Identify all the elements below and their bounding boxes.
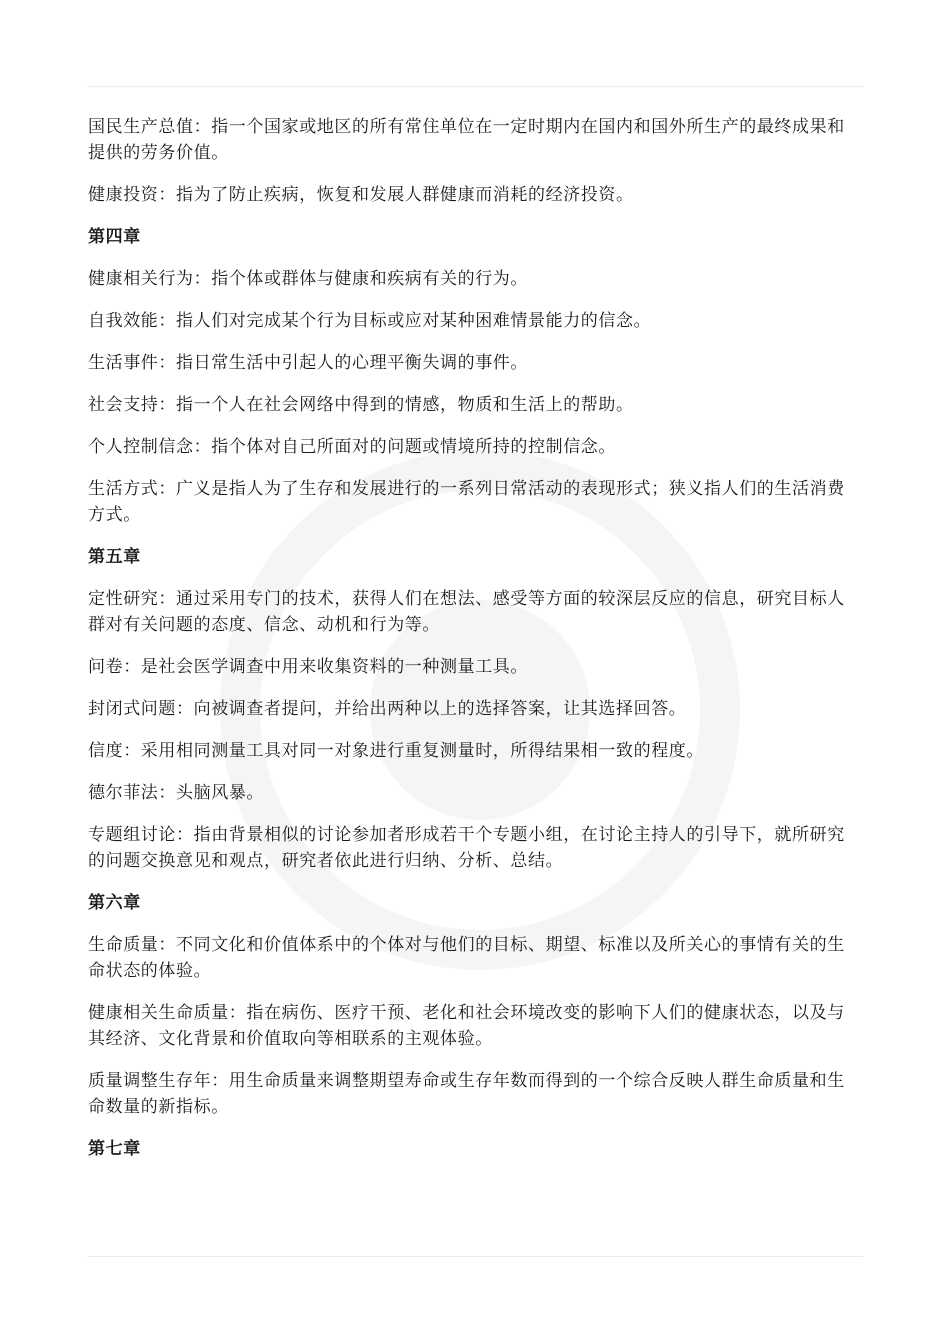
definition-closed-question: 封闭式问题：向被调查者提问，并给出两种以上的选择答案，让其选择回答。 xyxy=(88,699,687,719)
page-top-rule xyxy=(87,86,863,87)
definition-health-related-behavior: 健康相关行为：指个体或群体与健康和疾病有关的行为。 xyxy=(88,269,528,289)
document-body xyxy=(88,114,860,1178)
chapter-heading-6: 第六章 xyxy=(88,893,141,913)
definition-gnp: 国民生产总值：指一个国家或地区的所有常住单位在一定时期内在国内和国外所生产的最终成果和提供的劳务价值。 xyxy=(88,117,845,163)
definition-health-investment: 健康投资：指为了防止疾病，恢复和发展人群健康而消耗的经济投资。 xyxy=(88,185,634,205)
definition-life-events: 生活事件：指日常生活中引起人的心理平衡失调的事件。 xyxy=(88,353,528,373)
definition-reliability: 信度：采用相同测量工具对同一对象进行重复测量时，所得结果相一致的程度。 xyxy=(88,741,704,761)
definition-hrqol: 健康相关生命质量：指在病伤、医疗干预、老化和社会环境改变的影响下人们的健康状态，以及与其经济、文化背景和价值取向等相联系的主观体验。 xyxy=(88,1003,845,1049)
definition-qualitative-research: 定性研究：通过采用专门的技术，获得人们在想法、感受等方面的较深层反应的信息，研究目标人群对有关问题的态度、信念、动机和行为等。 xyxy=(88,589,845,635)
chapter-heading-7: 第七章 xyxy=(88,1139,141,1159)
definition-self-efficacy: 自我效能：指人们对完成某个行为目标或应对某种困难情景能力的信念。 xyxy=(88,311,652,331)
definition-lifestyle: 生活方式：广义是指人为了生存和发展进行的一系列日常活动的表现形式；狭义指人们的生活消费方式。 xyxy=(88,479,845,525)
definition-quality-of-life: 生命质量：不同文化和价值体系中的个体对与他们的目标、期望、标准以及所关心的事情有关的生命状态的体验。 xyxy=(88,935,845,981)
chapter-heading-5: 第五章 xyxy=(88,547,141,567)
definition-qaly: 质量调整生存年：用生命质量来调整期望寿命或生存年数而得到的一个综合反映人群生命质量和生命数量的新指标。 xyxy=(88,1071,845,1117)
definition-delphi-method: 德尔菲法：头脑风暴。 xyxy=(88,783,264,803)
page-bottom-rule xyxy=(87,1256,863,1257)
definition-personal-control-belief: 个人控制信念：指个体对自己所面对的问题或情境所持的控制信念。 xyxy=(88,437,616,457)
definition-focus-group: 专题组讨论：指由背景相似的讨论参加者形成若干个专题小组，在讨论主持人的引导下，就所研究的问题交换意见和观点，研究者依此进行归纳、分析、总结。 xyxy=(88,825,845,871)
chapter-heading-4: 第四章 xyxy=(88,227,141,247)
definition-social-support: 社会支持：指一个人在社会网络中得到的情感，物质和生活上的帮助。 xyxy=(88,395,634,415)
definition-questionnaire: 问卷：是社会医学调查中用来收集资料的一种测量工具。 xyxy=(88,657,528,677)
